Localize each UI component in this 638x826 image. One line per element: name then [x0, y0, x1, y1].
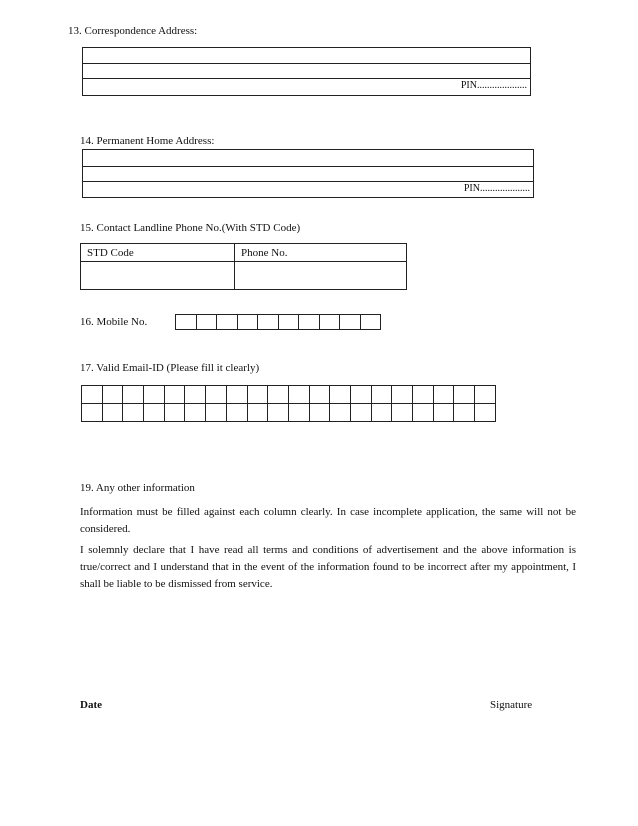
mobile-label: 16. Mobile No. — [80, 316, 148, 328]
email-char-box[interactable] — [433, 386, 454, 404]
mobile-number-grid — [175, 314, 381, 330]
email-char-box[interactable] — [330, 386, 351, 404]
email-char-box[interactable] — [392, 404, 413, 422]
email-char-box[interactable] — [309, 386, 330, 404]
mobile-digit-box[interactable] — [319, 315, 340, 330]
email-char-box[interactable] — [371, 386, 392, 404]
phone-no-input[interactable] — [236, 263, 405, 288]
email-char-box[interactable] — [185, 404, 206, 422]
email-char-box[interactable] — [144, 404, 165, 422]
email-char-box[interactable] — [123, 386, 144, 404]
email-char-box[interactable] — [288, 404, 309, 422]
permanent-address-label: 14. Permanent Home Address: — [80, 135, 215, 147]
permanent-pin-field[interactable]: PIN.................... — [463, 183, 530, 194]
declaration-paragraph: I solemnly declare that I have read all terms and conditions of advertisement and the above information is true/correct and I understand that in the event of the information found to be incorrect after my appointment, I shall be liable to be dismissed from service. — [80, 544, 576, 590]
email-char-box[interactable] — [454, 404, 475, 422]
email-char-box[interactable] — [206, 386, 227, 404]
correspondence-address-label: 13. Correspondence Address: — [68, 25, 198, 37]
email-char-box[interactable] — [164, 404, 185, 422]
correspondence-pin-field[interactable]: PIN.................... — [460, 80, 527, 91]
address-line-divider — [83, 78, 530, 79]
email-char-box[interactable] — [102, 404, 123, 422]
email-char-box[interactable] — [247, 404, 268, 422]
email-char-box[interactable] — [226, 386, 247, 404]
mobile-digit-box[interactable] — [176, 315, 197, 330]
email-char-box[interactable] — [102, 386, 123, 404]
email-char-box[interactable] — [185, 386, 206, 404]
permanent-address-box[interactable] — [82, 149, 534, 198]
mobile-digit-box[interactable] — [299, 315, 320, 330]
email-char-box[interactable] — [206, 404, 227, 422]
email-char-box[interactable] — [288, 386, 309, 404]
date-label: Date — [80, 699, 102, 711]
email-char-box[interactable] — [247, 386, 268, 404]
email-char-box[interactable] — [454, 386, 475, 404]
address-line-divider — [83, 166, 533, 167]
email-grid — [81, 385, 496, 422]
other-information-label: 19. Any other information — [80, 482, 195, 494]
email-char-box[interactable] — [392, 386, 413, 404]
address-line-divider — [83, 181, 533, 182]
email-char-box[interactable] — [475, 386, 496, 404]
mobile-digit-box[interactable] — [196, 315, 217, 330]
email-char-box[interactable] — [371, 404, 392, 422]
signature-label: Signature — [490, 699, 533, 711]
email-char-box[interactable] — [226, 404, 247, 422]
landline-table — [80, 243, 407, 290]
email-char-box[interactable] — [268, 386, 289, 404]
email-char-box[interactable] — [268, 404, 289, 422]
email-char-box[interactable] — [144, 386, 165, 404]
email-char-box[interactable] — [413, 386, 434, 404]
email-char-box[interactable] — [350, 386, 371, 404]
mobile-digit-box[interactable] — [237, 315, 258, 330]
std-code-header: STD Code — [87, 247, 134, 259]
mobile-digit-box[interactable] — [217, 315, 238, 330]
address-line-divider — [83, 63, 530, 64]
instruction-paragraph: Information must be filled against each column clearly. In case incomplete application, the same will not be considered. — [80, 506, 576, 535]
std-code-input[interactable] — [82, 263, 232, 288]
table-column-divider — [234, 244, 235, 289]
email-char-box[interactable] — [433, 404, 454, 422]
correspondence-address-box[interactable] — [82, 47, 531, 96]
email-char-box[interactable] — [82, 404, 103, 422]
mobile-digit-box[interactable] — [258, 315, 279, 330]
mobile-digit-box[interactable] — [340, 315, 361, 330]
email-char-box[interactable] — [82, 386, 103, 404]
email-char-box[interactable] — [475, 404, 496, 422]
mobile-digit-box[interactable] — [278, 315, 299, 330]
landline-label: 15. Contact Landline Phone No.(With STD Code) — [80, 222, 301, 234]
table-header-divider — [81, 261, 406, 262]
email-char-box[interactable] — [309, 404, 330, 422]
email-char-box[interactable] — [164, 386, 185, 404]
phone-no-header: Phone No. — [241, 247, 288, 259]
email-label: 17. Valid Email-ID (Please fill it clearly) — [80, 362, 260, 374]
email-char-box[interactable] — [330, 404, 351, 422]
email-char-box[interactable] — [123, 404, 144, 422]
email-char-box[interactable] — [350, 404, 371, 422]
email-char-box[interactable] — [413, 404, 434, 422]
mobile-digit-box[interactable] — [360, 315, 381, 330]
